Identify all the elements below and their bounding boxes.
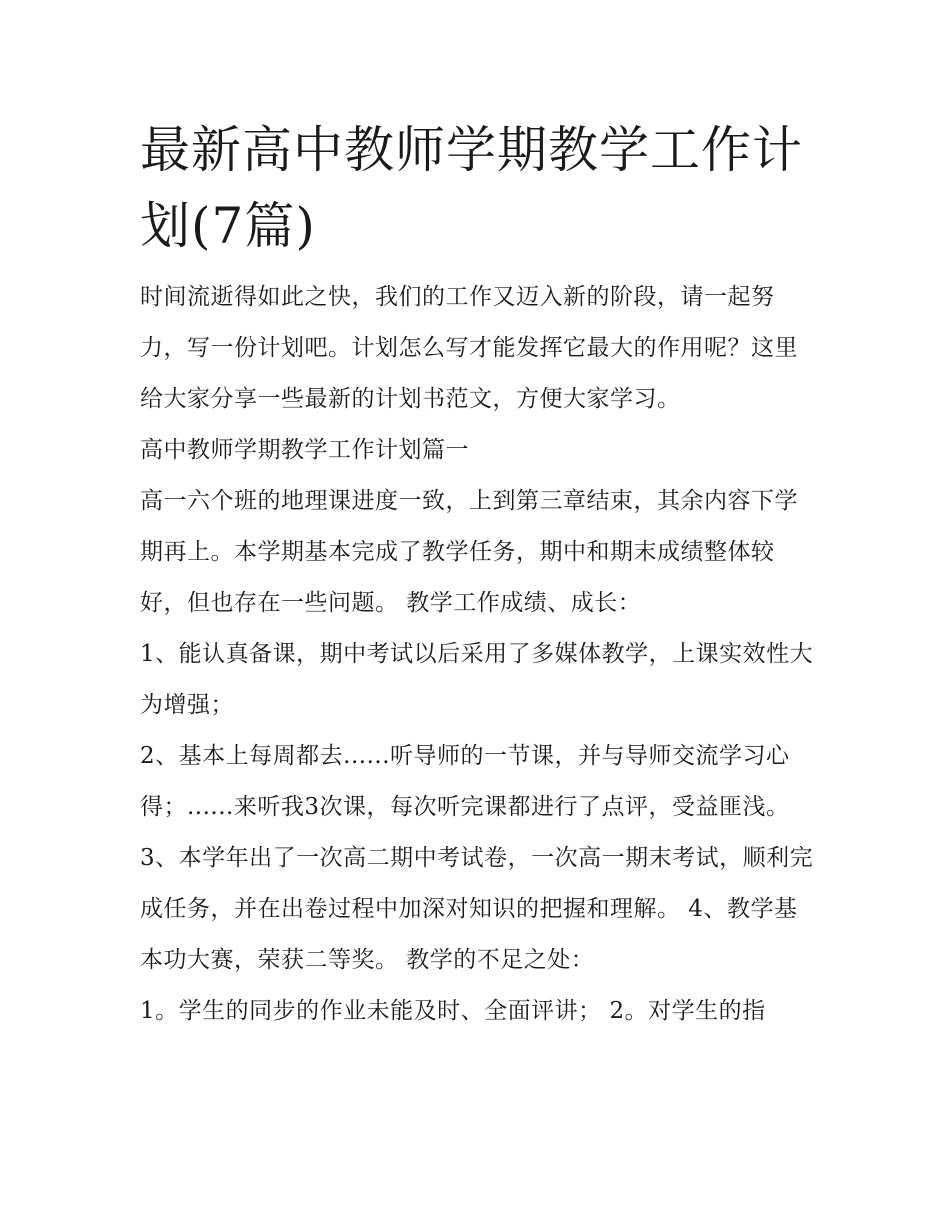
list-item-2: 2、基本上每周都去......听导师的一节课，并与导师交流学习心得；......来听我3次课，每次听完课都进行了点评，受益匪浅。 bbox=[140, 743, 790, 820]
document-title: 最新高中教师学期教学工作计划(7篇) bbox=[140, 121, 803, 255]
intro-paragraph: 时间流逝得如此之快，我们的工作又迈入新的阶段，请一起努力，写一份计划吧。计划怎么写才能发挥它最大的作用呢？这里给大家分享一些最新的计划书范文，方便大家学习。 bbox=[140, 284, 798, 412]
body-paragraph: 高一六个班的地理课进度一致，上到第三章结束，其余内容下学期再上。本学期基本完成了教学任务，期中和期末成绩整体较好，但也存在一些问题。 教学工作成绩、成长： bbox=[140, 488, 798, 616]
list-item-1: 1、能认真备课，期中考试以后采用了多媒体教学，上课实效性大为增强； bbox=[140, 641, 814, 718]
list-item-3: 3、本学年出了一次高二期中考试卷，一次高一期末考试，顺利完成任务，并在出卷过程中加深对知识的把握和理解。 4、教学基本功大赛，荣获二等奖。 教学的不足之处： bbox=[140, 845, 814, 973]
document-page bbox=[140, 112, 820, 1037]
shortcomings-item: 1。学生的同步的作业未能及时、全面评讲； 2。对学生的指 bbox=[140, 998, 766, 1024]
section-heading: 高中教师学期教学工作计划篇一 bbox=[140, 437, 469, 463]
